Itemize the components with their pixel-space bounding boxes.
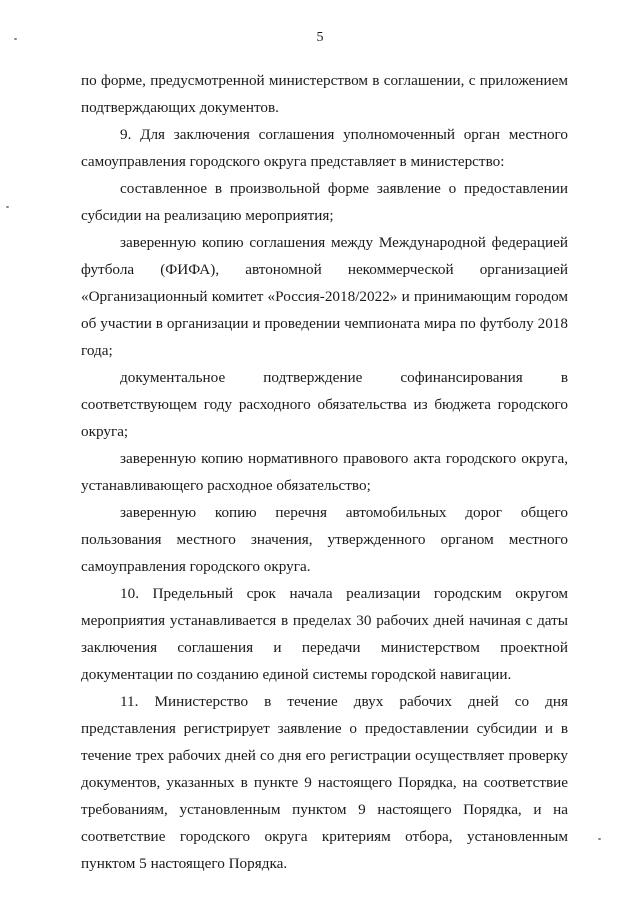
paragraph-fifa-agreement-copy: заверенную копию соглашения между Международной федерацией футбола (ФИФА), автономной некоммерческой организацией «Организационный комитет «Россия-2018/2022» и принимающим городом об участии в организации и проведении чемпионата мира по футболу 2018 года; (81, 234, 568, 359)
paragraph-cofinancing-confirmation: документальное подтверждение софинансирования в соответствующем году расходного обязательства из бюджета городского округа; (81, 369, 568, 440)
paragraph-item-10: 10. Предельный срок начала реализации городским округом мероприятия устанавливается в пределах 30 рабочих дней начиная с даты заключения соглашения и передачи министерством проектной документации по созданию единой системы городской навигации. (81, 585, 568, 683)
scan-speck (6, 206, 9, 208)
paragraph-roads-list-copy: заверенную копию перечня автомобильных дорог общего пользования местного значения, утвержденного органом местного самоуправления городского округа. (81, 504, 568, 575)
document-body (81, 67, 568, 877)
scan-speck (598, 838, 601, 840)
page-number: 5 (316, 30, 324, 45)
paragraph-item-11: 11. Министерство в течение двух рабочих дней со дня представления регистрирует заявление о предоставлении субсидии и в течение трех рабочих дней со дня его регистрации осуществляет проверку документов, указанных в пункте 9 настоящего Порядка, на соответствие требованиям, установленным пунктом 9 настоящего Порядка, и на соответствие городского округа критериям отбора, установленным пунктом 5 настоящего Порядка. (81, 693, 568, 872)
paragraph-continuation: по форме, предусмотренной министерством в соглашении, с приложением подтверждающих документов. (81, 72, 568, 116)
paragraph-item-9: 9. Для заключения соглашения уполномоченный орган местного самоуправления городского округа представляет в министерство: (81, 126, 568, 170)
paragraph-normative-act-copy: заверенную копию нормативного правового акта городского округа, устанавливающего расходное обязательство; (81, 450, 568, 494)
scan-speck (14, 38, 17, 40)
paragraph-application: составленное в произвольной форме заявление о предоставлении субсидии на реализацию мероприятия; (81, 180, 568, 224)
